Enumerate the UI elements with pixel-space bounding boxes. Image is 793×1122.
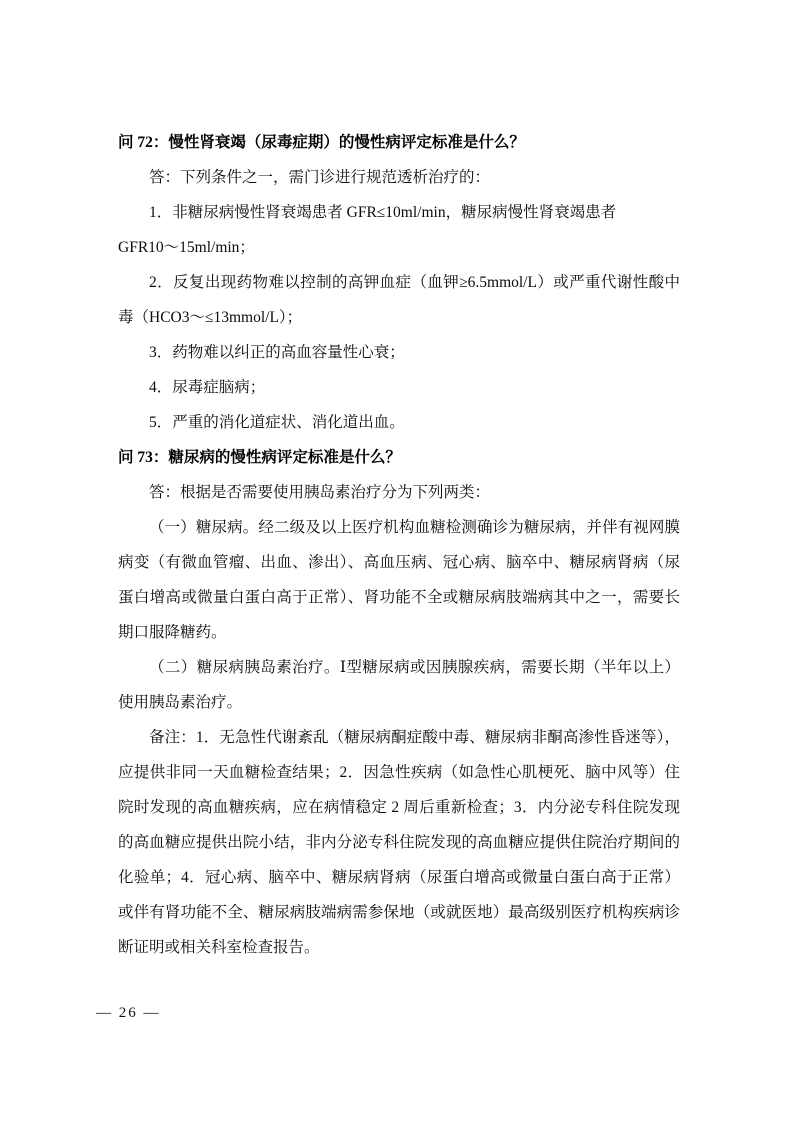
- question-72-item-5: 5．严重的消化道症状、消化道出血。: [149, 414, 405, 431]
- page-number: — 26 —: [96, 1005, 161, 1021]
- question-73-category-1: （一）糖尿病。经二级及以上医疗机构血糖检测确诊为糖尿病，并伴有视网膜病变（有微血管瘤、出血、渗出）、高血压病、冠心病、脑卒中、糖尿病肾病（尿蛋白增高或微量白蛋白高于正常）、肾功能不全或糖尿病肢端病其中之一，需要长期口服降糖药。: [118, 519, 680, 641]
- question-72-item-1-line-1: 1．非糖尿病慢性肾衰竭患者 GFR≤10ml/min，糖尿病慢性肾衰竭患者: [149, 204, 617, 221]
- page-footer: [0, 1005, 793, 1022]
- question-72-item-4: 4．尿毒症脑病；: [149, 379, 266, 396]
- question-72-item-3: 3．药物难以纠正的高血容量性心衰；: [149, 344, 405, 361]
- document-body: [118, 125, 680, 965]
- question-72-heading: 问 72：慢性肾衰竭（尿毒症期）的慢性病评定标准是什么？: [118, 134, 525, 151]
- question-73-category-2: （二）糖尿病胰岛素治疗。Ⅰ型糖尿病或因胰腺疾病，需要长期（半年以上）使用胰岛素治疗。: [118, 659, 680, 711]
- question-72-answer: 答：下列条件之一，需门诊进行规范透析治疗的：: [149, 169, 491, 186]
- question-73-answer: 答：根据是否需要使用胰岛素治疗分为下列两类：: [149, 484, 491, 501]
- question-72-item-1-line-2: GFR10～15ml/min；: [118, 239, 255, 256]
- question-73-heading: 问 73：糖尿病的慢性病评定标准是什么？: [118, 449, 401, 466]
- question-73-note: 备注：1．无急性代谢紊乱（糖尿病酮症酸中毒、糖尿病非酮高渗性昏迷等），应提供非同一天血糖检查结果；2．因急性疾病（如急性心肌梗死、脑中风等）住院时发现的高血糖疾病，应在病情稳定 2 周后重新检查；3．内分泌专科住院发现的高血糖应提供出院小结，非内分泌专科住院发现的高血糖应提供住院治疗期间的化验单；4．冠心病、脑卒中、糖尿病肾病（尿蛋白增高或微量白蛋白高于正常）或伴有肾功能不全、糖尿病肢端病需参保地（或就医地）最高级别医疗机构疾病诊断证明或相关科室检查报告。: [118, 729, 680, 956]
- question-72-item-2: 2．反复出现药物难以控制的高钾血症（血钾≥6.5mmol/L）或严重代谢性酸中毒（HCO3～≤13mmol/L）；: [118, 274, 680, 326]
